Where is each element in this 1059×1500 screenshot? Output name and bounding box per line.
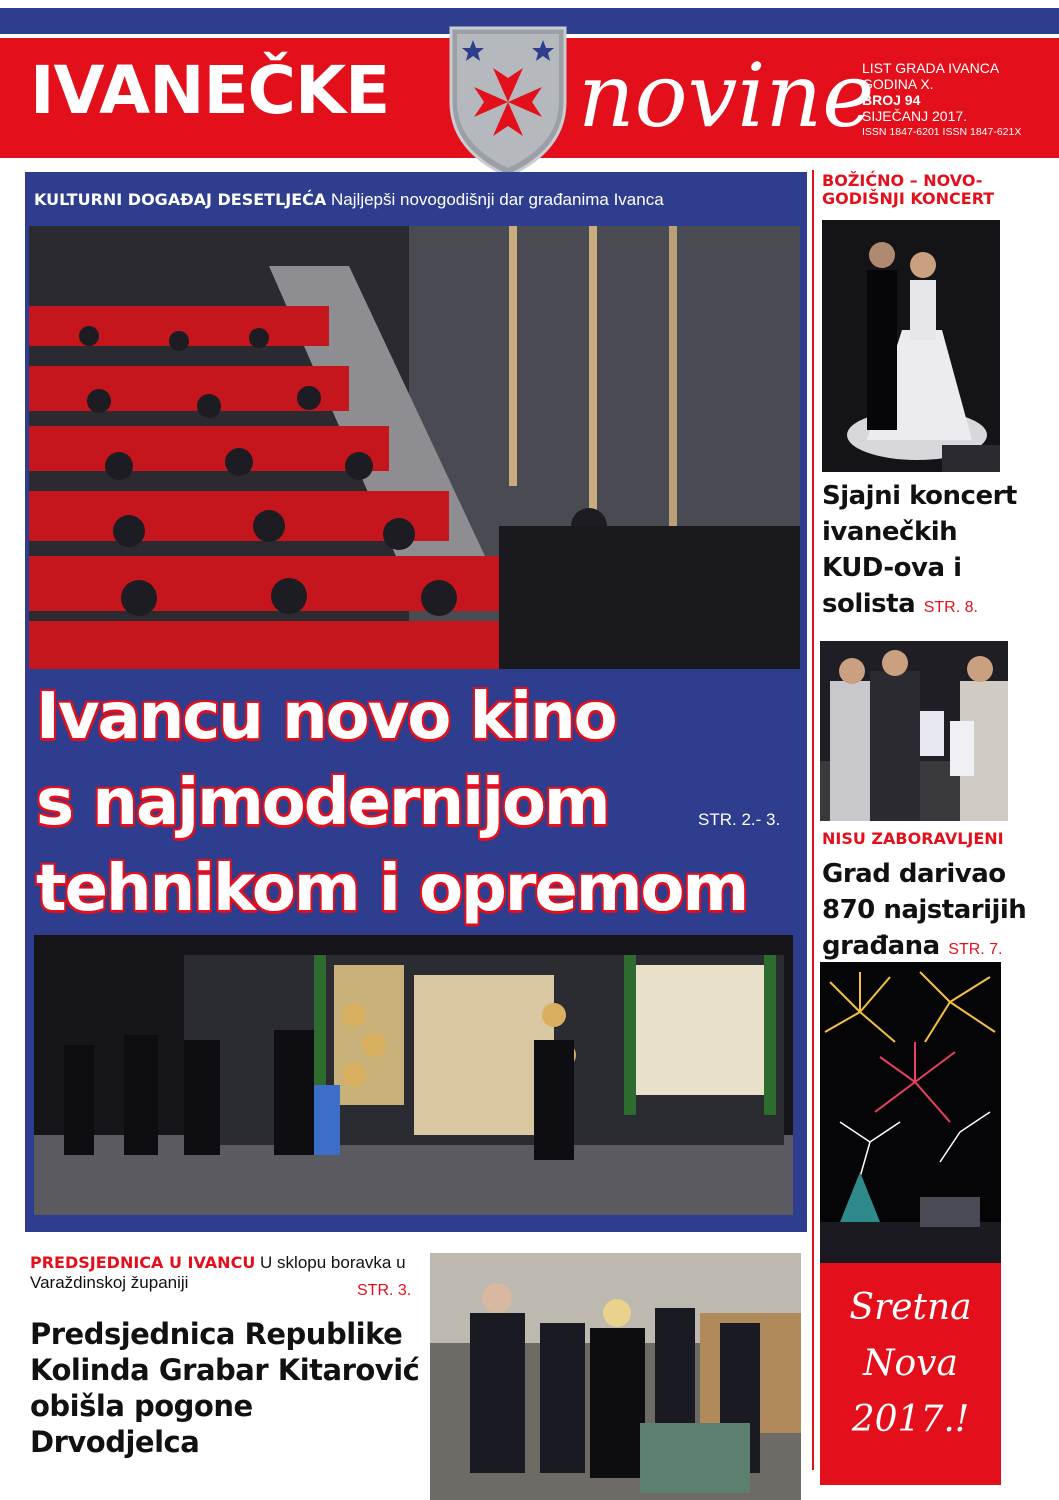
shield-emblem-icon <box>443 20 573 180</box>
greeting-line: Nova <box>863 1343 958 1384</box>
lead-subtitle: Najljepši novogodišnji dar građanima Ivanca <box>331 190 664 209</box>
elderly-gifts-photo[interactable] <box>820 641 1008 821</box>
elderly-headline-last: građana <box>822 931 940 961</box>
president-headline <box>30 1316 422 1460</box>
president-page-ref: STR. 3. <box>357 1282 412 1299</box>
lead-headline-line: s najmodernijom <box>36 766 609 840</box>
president-subtitle: U sklopu boravka u Varaždinskoj županiji <box>30 1253 406 1292</box>
lead-kicker <box>34 190 664 210</box>
issue-info <box>862 60 1021 140</box>
issue-line: LIST GRADA IVANCA <box>862 60 1000 76</box>
greeting-line: Sretna <box>849 1287 972 1328</box>
concert-page-ref: STR. 8. <box>923 599 978 616</box>
fireworks-photo[interactable] <box>820 962 1001 1263</box>
concert-kicker <box>822 172 1052 208</box>
president-headline-line: Kolinda Grabar Kitarović <box>30 1353 420 1387</box>
lead-headline <box>36 674 796 932</box>
new-year-greeting <box>820 1280 1001 1448</box>
lead-kicker-label: KULTURNI DOGAĐAJ DESETLJEĆA <box>34 190 327 209</box>
issue-line: GODINA X. <box>862 76 934 92</box>
issue-date: SIJEČANJ 2017. <box>862 108 968 124</box>
concert-kicker-line: GODIŠNJI KONCERT <box>822 189 995 208</box>
greeting-line: 2017.! <box>851 1399 970 1440</box>
president-visit-photo[interactable] <box>430 1253 801 1500</box>
concert-headline-line <box>822 586 1052 626</box>
lead-page-ref: STR. 2.- 3. <box>698 810 781 829</box>
masthead-title-left: IVANEČKE <box>30 52 390 129</box>
issn: ISSN 1847-6201 ISSN 1847-621X <box>862 126 1022 138</box>
lead-headline-line: Ivancu novo kino <box>36 680 616 754</box>
elderly-kicker: NISU ZABORAVLJENI <box>822 829 1004 848</box>
concert-headline-last: solista <box>822 589 916 619</box>
issue-number: BROJ 94 <box>862 92 921 108</box>
concert-kicker-line: BOŽIĆNO – NOVO- <box>822 171 983 190</box>
elderly-headline-line: Grad darivao <box>822 859 1006 889</box>
lead-headline-line: tehnikom i opremom <box>36 852 748 926</box>
masthead-title-right: novine <box>578 44 875 147</box>
elderly-page-ref: STR. 7. <box>948 941 1003 958</box>
sidebar-divider <box>812 170 814 1470</box>
president-headline-line: obišla pogone Drvodjelca <box>30 1389 253 1459</box>
cinema-audience-photo[interactable] <box>29 226 800 669</box>
elderly-headline-line: 870 najstarijih <box>822 895 1027 925</box>
elderly-headline <box>822 856 1052 968</box>
concert-headline <box>822 478 1052 626</box>
concert-dance-photo[interactable] <box>822 220 1000 472</box>
concert-headline-line: ivanečkih <box>822 517 958 547</box>
concert-headline-line: KUD-ova i <box>822 553 962 583</box>
concert-headline-line: Sjajni koncert <box>822 481 1017 511</box>
cinema-entrance-photo[interactable] <box>34 935 793 1215</box>
president-headline-line: Predsjednica Republike <box>30 1317 403 1351</box>
president-kicker-label: PREDSJEDNICA U IVANCU <box>30 1253 256 1272</box>
